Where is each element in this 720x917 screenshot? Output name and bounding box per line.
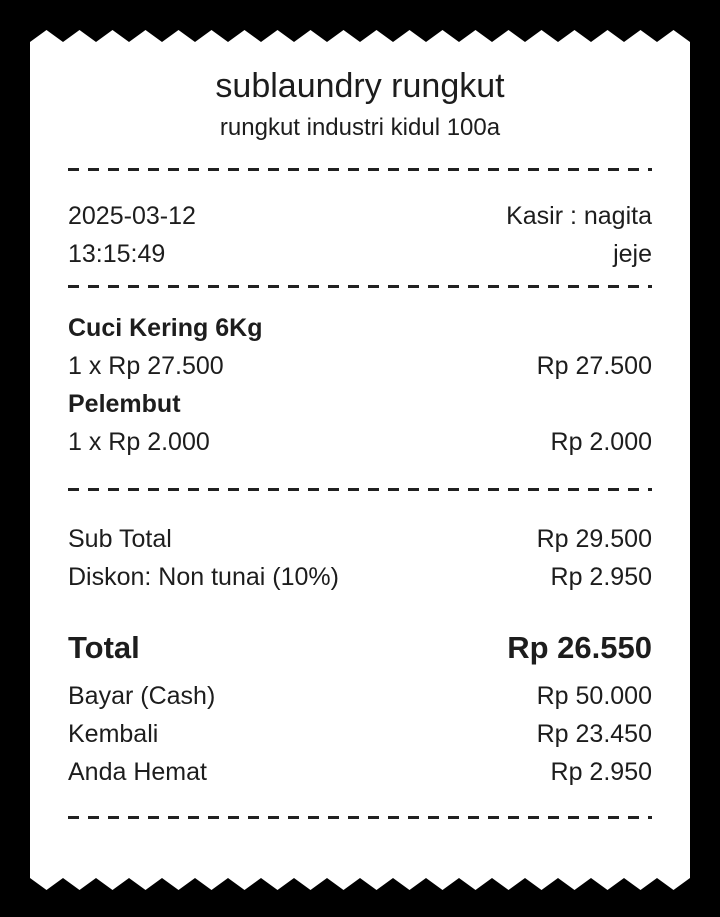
- item-detail-row: [68, 423, 652, 461]
- divider-header: [68, 168, 652, 171]
- receipt-torn-edge-top: [30, 30, 690, 42]
- item-detail-row: [68, 347, 652, 385]
- savings-label: Anda Hemat: [68, 758, 207, 786]
- item-name: Cuci Kering 6Kg: [68, 314, 263, 342]
- item-amount: Rp 27.500: [536, 352, 652, 380]
- transaction-meta: [68, 197, 652, 273]
- divider-meta: [68, 285, 652, 288]
- transaction-datetime: [68, 197, 196, 273]
- total-label: Total: [68, 630, 140, 665]
- change-label: Kembali: [68, 720, 159, 748]
- receipt-paper: [30, 42, 690, 878]
- savings-value: Rp 2.950: [550, 758, 652, 786]
- divider-items: [68, 488, 652, 491]
- cashier-label: Kasir : nagita: [506, 202, 652, 230]
- list-item: [68, 385, 652, 461]
- cashier-name: jeje: [613, 240, 652, 268]
- payment-section: [68, 677, 652, 791]
- item-qty-price: 1 x Rp 2.000: [68, 428, 210, 456]
- paid-label: Bayar (Cash): [68, 682, 216, 710]
- savings-row: [68, 753, 652, 791]
- receipt: [30, 30, 690, 890]
- item-name: Pelembut: [68, 390, 181, 418]
- receipt-torn-edge-bottom: [30, 878, 690, 890]
- subtotal-row: [68, 520, 652, 558]
- discount-row: [68, 558, 652, 596]
- paid-row: [68, 677, 652, 715]
- item-list: [68, 309, 652, 461]
- cashier-info: [506, 197, 652, 273]
- store-name: sublaundry rungkut: [215, 67, 505, 105]
- change-value: Rp 23.450: [536, 720, 652, 748]
- paid-value: Rp 50.000: [536, 682, 652, 710]
- transaction-time: 13:15:49: [68, 240, 166, 268]
- item-qty-price: 1 x Rp 27.500: [68, 352, 224, 380]
- total-row: [68, 626, 652, 670]
- summary-section: [68, 520, 652, 596]
- change-row: [68, 715, 652, 753]
- store-address: rungkut industri kidul 100a: [219, 114, 501, 141]
- total-value: Rp 26.550: [507, 630, 652, 665]
- discount-label: Diskon: Non tunai (10%): [68, 563, 339, 591]
- transaction-date: 2025-03-12: [68, 202, 196, 230]
- subtotal-value: Rp 29.500: [536, 525, 652, 553]
- discount-value: Rp 2.950: [550, 563, 652, 591]
- subtotal-label: Sub Total: [68, 525, 172, 553]
- item-amount: Rp 2.000: [550, 428, 652, 456]
- divider-footer: [68, 816, 652, 819]
- list-item: [68, 309, 652, 385]
